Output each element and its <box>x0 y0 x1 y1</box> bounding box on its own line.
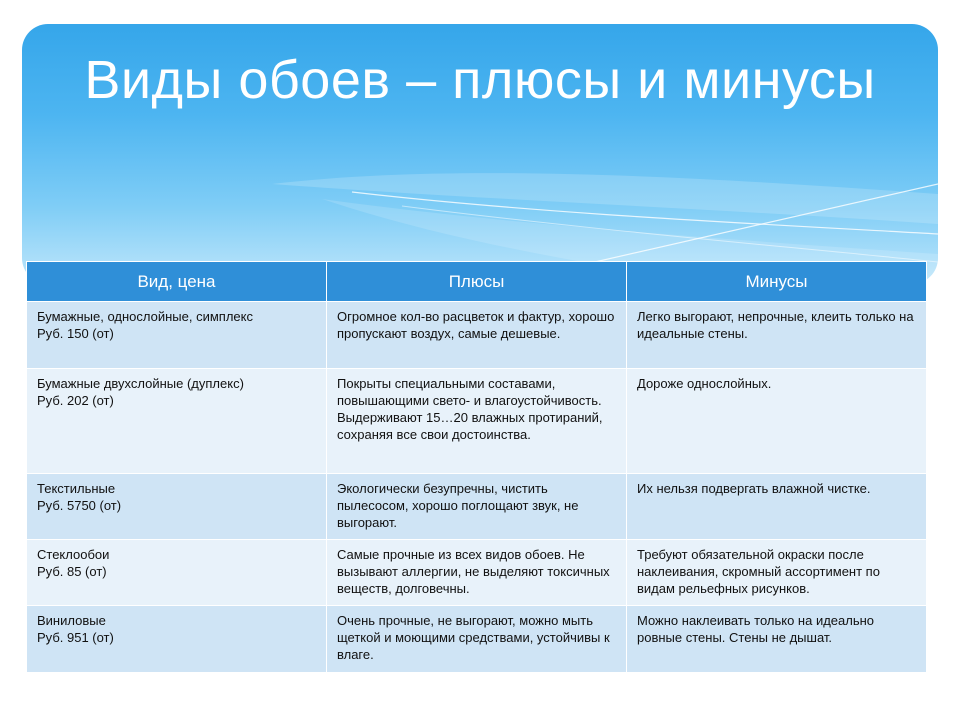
header-pros: Плюсы <box>327 262 627 302</box>
cell-type: Стеклообои Руб. 85 (от) <box>27 540 327 606</box>
table-row <box>27 474 927 540</box>
table-row <box>27 606 927 673</box>
slide-title: Виды обоев – плюсы и минусы <box>84 50 876 110</box>
table-row <box>27 302 927 369</box>
header-type: Вид, цена <box>27 262 327 302</box>
table-header-row <box>27 262 927 302</box>
cell-type: Бумажные, однослойные, симплекс Руб. 150 (от) <box>27 302 327 369</box>
cell-cons: Требуют обязательной окраски после наклеивания, скромный ассортимент по видам рельефных рисунков. <box>627 540 927 606</box>
cell-pros: Очень прочные, не выгорают, можно мыть щеткой и моющими средствами, устойчивы к влаге. <box>327 606 627 673</box>
cell-pros: Огромное кол-во расцветок и фактур, хорошо пропускают воздух, самые дешевые. <box>327 302 627 369</box>
cell-pros: Экологически безупречны, чистить пылесосом, хорошо поглощают звук, не выгорают. <box>327 474 627 540</box>
cell-type: Бумажные двухслойные (дуплекс) Руб. 202 (от) <box>27 369 327 474</box>
cell-type: Текстильные Руб. 5750 (от) <box>27 474 327 540</box>
table-row <box>27 540 927 606</box>
cell-cons: Легко выгорают, непрочные, клеить только на идеальные стены. <box>627 302 927 369</box>
cell-cons: Их нельзя подвергать влажной чистке. <box>627 474 927 540</box>
table-row <box>27 369 927 474</box>
cell-pros: Покрыты специальными составами, повышающими свето- и влагоустойчивость. Выдерживают 15…20 влажных протираний, сохраняя все свои достоинства. <box>327 369 627 474</box>
comparison-table <box>26 261 927 673</box>
header-cons: Минусы <box>627 262 927 302</box>
cell-cons: Можно наклеивать только на идеально ровные стены. Стены не дышат. <box>627 606 927 673</box>
cell-cons: Дороже однослойных. <box>627 369 927 474</box>
cell-pros: Самые прочные из всех видов обоев. Не вызывают аллергии, не выделяют токсичных веществ, долговечны. <box>327 540 627 606</box>
cell-type: Виниловые Руб. 951 (от) <box>27 606 327 673</box>
